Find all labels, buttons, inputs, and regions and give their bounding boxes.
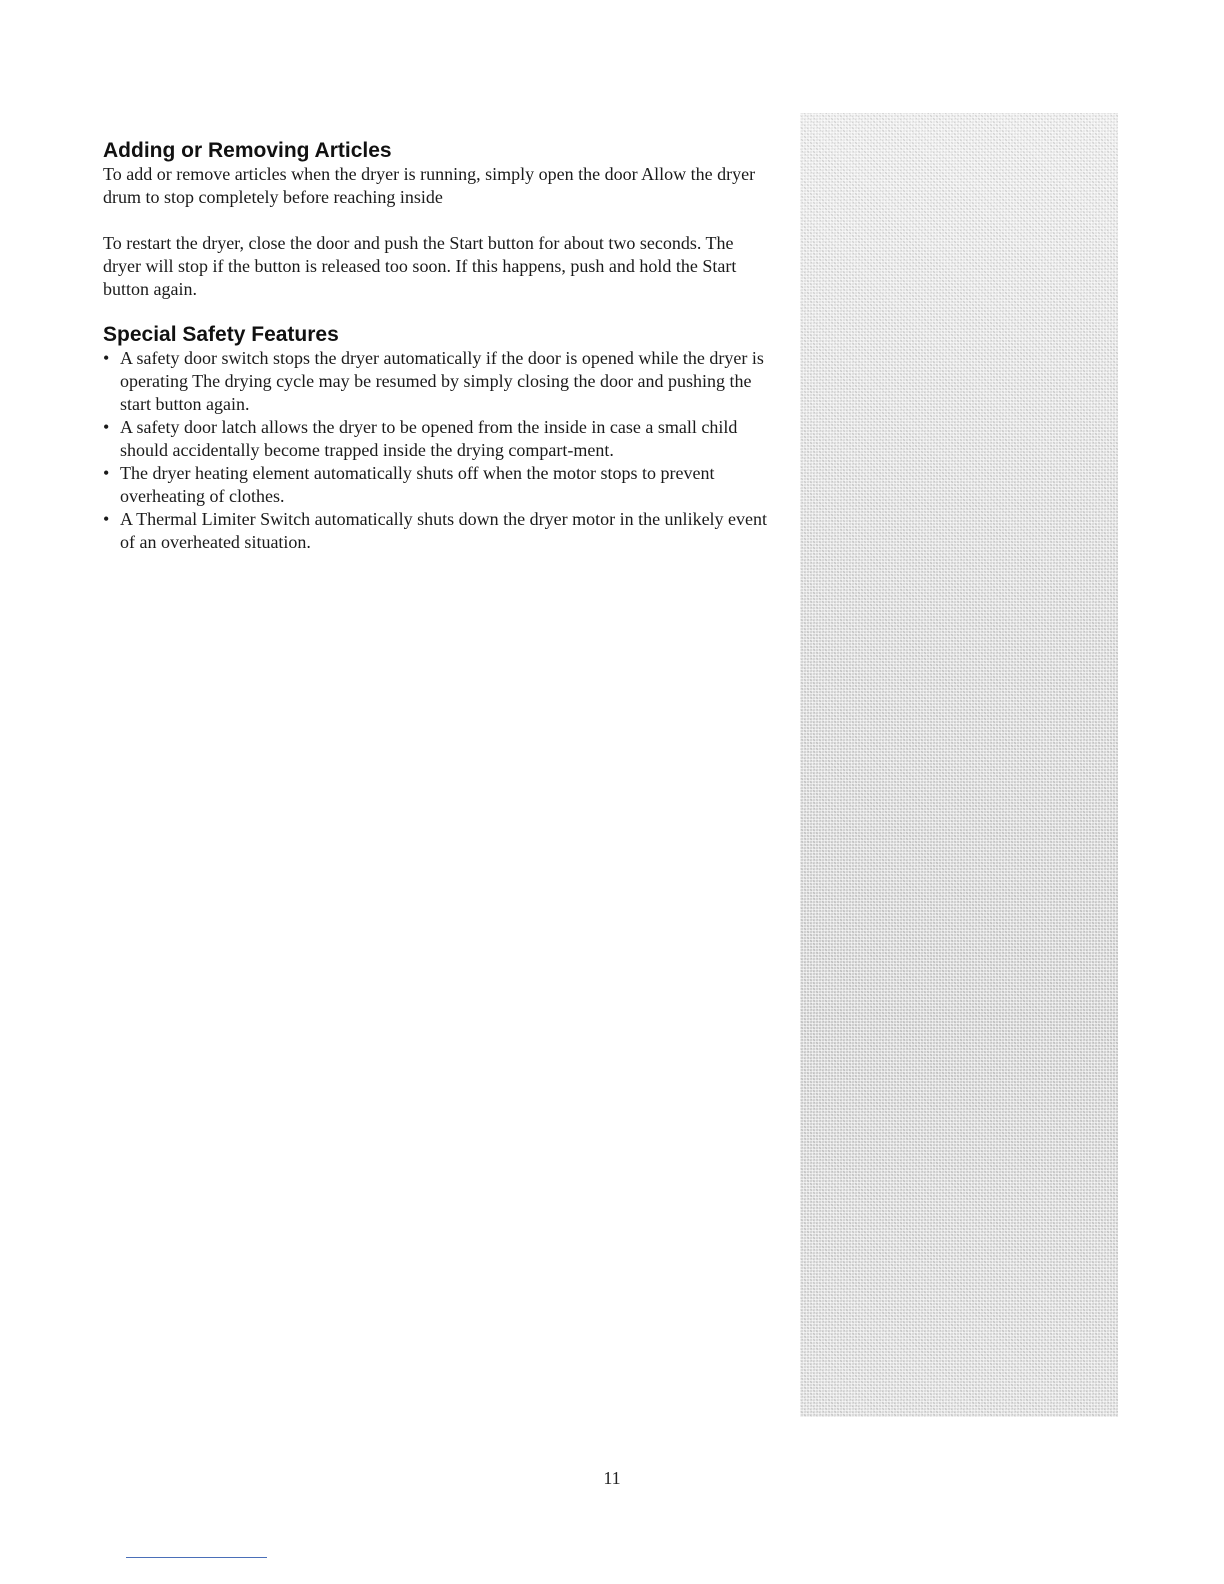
bottom-rule-divider	[126, 1557, 267, 1558]
heading-special-safety-features: Special Safety Features	[103, 323, 339, 346]
list-item	[103, 347, 775, 416]
main-text-column	[103, 139, 775, 554]
bullet-icon: •	[103, 463, 110, 483]
list-item-text: A safety door switch stops the dryer automatically if the door is opened while the dryer is operating The drying cycle may be resumed by simply closing the door and pushing the start button again.	[120, 348, 764, 414]
list-item	[103, 462, 775, 508]
safety-features-list	[103, 347, 775, 554]
bullet-icon: •	[103, 509, 110, 529]
bullet-icon: •	[103, 348, 110, 368]
bullet-icon: •	[103, 417, 110, 437]
paragraph-adding-articles: To add or remove articles when the dryer is running, simply open the door Allow the dryer drum to stop completely before reaching inside	[103, 164, 756, 207]
list-item	[103, 508, 775, 554]
list-item-text: A Thermal Limiter Switch automatically shuts down the dryer motor in the unlikely event of an overheated situation.	[120, 509, 768, 552]
heading-adding-removing-articles: Adding or Removing Articles	[103, 139, 392, 162]
list-item-text: The dryer heating element automatically shuts off when the motor stops to prevent overheating of clothes.	[120, 463, 715, 506]
spacer	[103, 301, 775, 323]
decorative-side-panel	[800, 113, 1118, 1417]
paragraph-restart-dryer: To restart the dryer, close the door and push the Start button for about two seconds. The dryer will stop if the button is released too soon. If this happens, push and hold the Start button again.	[103, 233, 737, 299]
list-item-text: A safety door latch allows the dryer to be opened from the inside in case a small child should accidentally become trapped inside the drying compart-ment.	[120, 417, 738, 460]
page-number: 11	[603, 1468, 621, 1488]
list-item	[103, 416, 775, 462]
spacer	[103, 209, 775, 232]
